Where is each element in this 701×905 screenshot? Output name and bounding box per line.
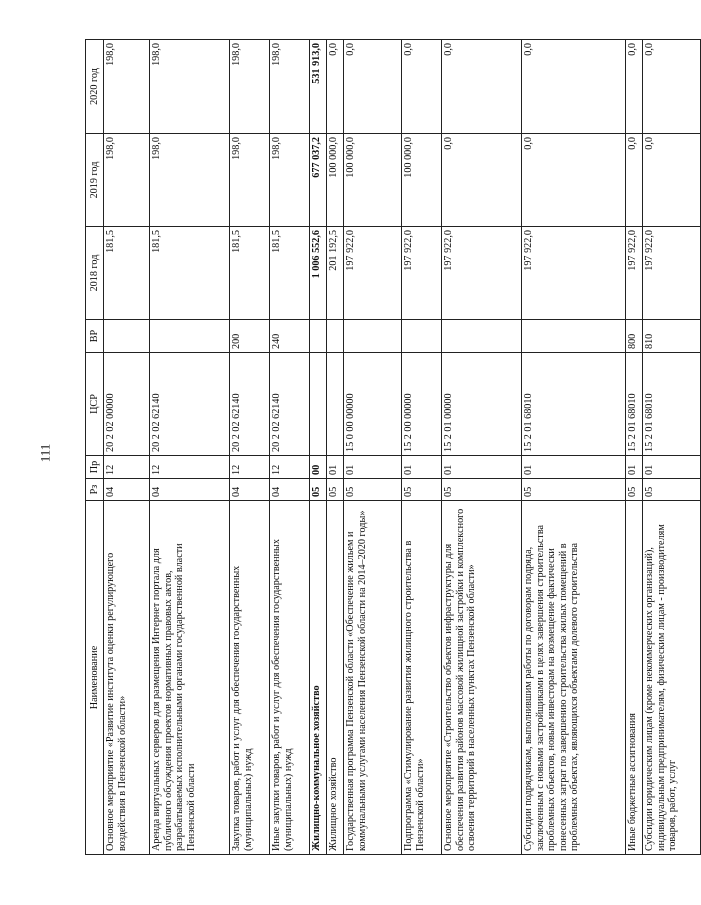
cell-2018: 201 192,5 [327, 227, 344, 320]
table-row [626, 40, 643, 855]
cell-2019: 0,0 [643, 134, 701, 227]
cell-pr: 01 [327, 456, 344, 479]
cell-pr: 01 [402, 456, 442, 479]
cell-rz: 05 [442, 479, 522, 501]
cell-csr: 15 0 00 00000 [344, 353, 402, 456]
cell-2020: 198,0 [230, 40, 270, 134]
cell-vr: 200 [230, 320, 270, 353]
cell-name: Субсидии подрядчикам, выполнившим работы по договорам подряда, заключенным с новыми застройщиками в целях завершения строительства проблемных объектов, новым инвесторам на возмещение фактически понесенных затрат по завершению строительства жилых помещений в проблемных объектах, являющихся объектами долевого строительства [522, 501, 626, 855]
cell-name: Жилищное хозяйство [327, 501, 344, 855]
cell-2020: 0,0 [626, 40, 643, 134]
cell-name: Подпрограмма «Стимулирование развития жилищного строительства в Пензенской области» [402, 501, 442, 855]
cell-2019: 198,0 [230, 134, 270, 227]
cell-2020: 0,0 [643, 40, 701, 134]
cell-name: Аренда виртуальных серверов для размещения Интернет портала для публичного обсуждения проектов нормативных правовых актов, разрабатываемых исполнительными органами государственной власти Пензенской области [150, 501, 230, 855]
cell-csr: 20 2 02 62140 [230, 353, 270, 456]
table-row [402, 40, 442, 855]
cell-vr [310, 320, 327, 353]
cell-pr: 01 [626, 456, 643, 479]
cell-vr [442, 320, 522, 353]
cell-pr: 00 [310, 456, 327, 479]
cell-2018: 197 922,0 [643, 227, 701, 320]
cell-csr: 15 2 00 00000 [402, 353, 442, 456]
cell-rz: 04 [230, 479, 270, 501]
budget-table [85, 39, 701, 855]
cell-2020: 531 913,0 [310, 40, 327, 134]
cell-rz: 05 [522, 479, 626, 501]
cell-name: Иные бюджетные ассигнования [626, 501, 643, 855]
cell-csr: 15 2 01 00000 [442, 353, 522, 456]
cell-name: Закупка товаров, работ и услуг для обеспечения государственных (муниципальных) нужд [230, 501, 270, 855]
cell-2020: 0,0 [522, 40, 626, 134]
cell-csr: 15 2 01 68010 [626, 353, 643, 456]
cell-2018: 181,5 [230, 227, 270, 320]
table-row [327, 40, 344, 855]
cell-2020: 198,0 [270, 40, 310, 134]
col-header-csr: ЦСР [86, 353, 104, 456]
cell-vr [522, 320, 626, 353]
cell-2020: 198,0 [150, 40, 230, 134]
table-row [270, 40, 310, 855]
cell-2018: 197 922,0 [344, 227, 402, 320]
cell-csr: 15 2 01 68010 [522, 353, 626, 456]
cell-csr: 20 2 02 00000 [104, 353, 150, 456]
cell-vr [104, 320, 150, 353]
col-header-2020: 2020 год [86, 40, 104, 134]
cell-2019: 100 000,0 [344, 134, 402, 227]
cell-vr: 800 [626, 320, 643, 353]
table-row [643, 40, 701, 855]
cell-name: Основное мероприятие «Строительство объектов инфраструктуры для обеспечения развития районов массовой жилищной застройки и комплексного освоения территорий в населенных пунктах Пензенской области» [442, 501, 522, 855]
cell-2019: 0,0 [522, 134, 626, 227]
cell-vr [344, 320, 402, 353]
cell-rz: 04 [104, 479, 150, 501]
cell-rz: 05 [643, 479, 701, 501]
cell-vr [150, 320, 230, 353]
cell-rz: 04 [270, 479, 310, 501]
cell-csr: 20 2 02 62140 [270, 353, 310, 456]
table-row [104, 40, 150, 855]
cell-rz: 04 [150, 479, 230, 501]
cell-csr [310, 353, 327, 456]
cell-pr: 12 [230, 456, 270, 479]
cell-2019: 100 000,0 [327, 134, 344, 227]
cell-csr: 15 2 01 68010 [643, 353, 701, 456]
cell-2018: 197 922,0 [522, 227, 626, 320]
cell-2019: 0,0 [626, 134, 643, 227]
cell-name: Основное мероприятие «Развитие института оценки регулирующего воздействия в Пензенской области» [104, 501, 150, 855]
col-header-pr: Пр [86, 456, 104, 479]
cell-2020: 198,0 [104, 40, 150, 134]
cell-name: Субсидии юридическим лицам (кроме некоммерческих организаций), индивидуальным предпринимателям, физическим лицам - производителям товаров, работ, услуг [643, 501, 701, 855]
cell-pr: 12 [270, 456, 310, 479]
cell-pr: 01 [442, 456, 522, 479]
cell-2018: 1 006 552,6 [310, 227, 327, 320]
cell-pr: 01 [522, 456, 626, 479]
cell-csr: 20 2 02 62140 [150, 353, 230, 456]
cell-name: Государственная программа Пензенской области «Обеспечение жильем и коммунальными услугами населения Пензенской области на 2014–2020 годы» [344, 501, 402, 855]
cell-2020: 0,0 [442, 40, 522, 134]
table-header-row [86, 40, 104, 855]
page-number: 111 [37, 443, 53, 463]
col-header-2018: 2018 год [86, 227, 104, 320]
cell-2019: 100 000,0 [402, 134, 442, 227]
cell-2020: 0,0 [402, 40, 442, 134]
col-header-2019: 2019 год [86, 134, 104, 227]
cell-csr [327, 353, 344, 456]
cell-vr [402, 320, 442, 353]
cell-2018: 197 922,0 [402, 227, 442, 320]
cell-rz: 05 [310, 479, 327, 501]
cell-rz: 05 [344, 479, 402, 501]
cell-vr [327, 320, 344, 353]
cell-2019: 198,0 [150, 134, 230, 227]
cell-name: Жилищно-коммунальное хозяйство [310, 501, 327, 855]
cell-2018: 197 922,0 [626, 227, 643, 320]
cell-2018: 181,5 [270, 227, 310, 320]
table-row [150, 40, 230, 855]
cell-2019: 198,0 [270, 134, 310, 227]
cell-name: Иные закупки товаров, работ и услуг для обеспечения государственных (муниципальных) нужд [270, 501, 310, 855]
cell-2019: 677 037,2 [310, 134, 327, 227]
cell-rz: 05 [626, 479, 643, 501]
cell-vr: 240 [270, 320, 310, 353]
cell-vr: 810 [643, 320, 701, 353]
cell-2019: 198,0 [104, 134, 150, 227]
col-header-rz: Рз [86, 479, 104, 501]
col-header-name: Наименование [86, 501, 104, 855]
cell-2020: 0,0 [327, 40, 344, 134]
cell-pr: 12 [150, 456, 230, 479]
table-row [230, 40, 270, 855]
cell-2018: 181,5 [104, 227, 150, 320]
cell-rz: 05 [327, 479, 344, 501]
cell-2018: 197 922,0 [442, 227, 522, 320]
cell-rz: 05 [402, 479, 442, 501]
table-row [442, 40, 522, 855]
cell-2019: 0,0 [442, 134, 522, 227]
table-row [344, 40, 402, 855]
cell-2018: 181,5 [150, 227, 230, 320]
col-header-vr: ВР [86, 320, 104, 353]
cell-pr: 12 [104, 456, 150, 479]
rotated-table-wrapper [85, 40, 679, 855]
table-row [522, 40, 626, 855]
cell-pr: 01 [643, 456, 701, 479]
cell-2020: 0,0 [344, 40, 402, 134]
cell-pr: 01 [344, 456, 402, 479]
table-row [310, 40, 327, 855]
